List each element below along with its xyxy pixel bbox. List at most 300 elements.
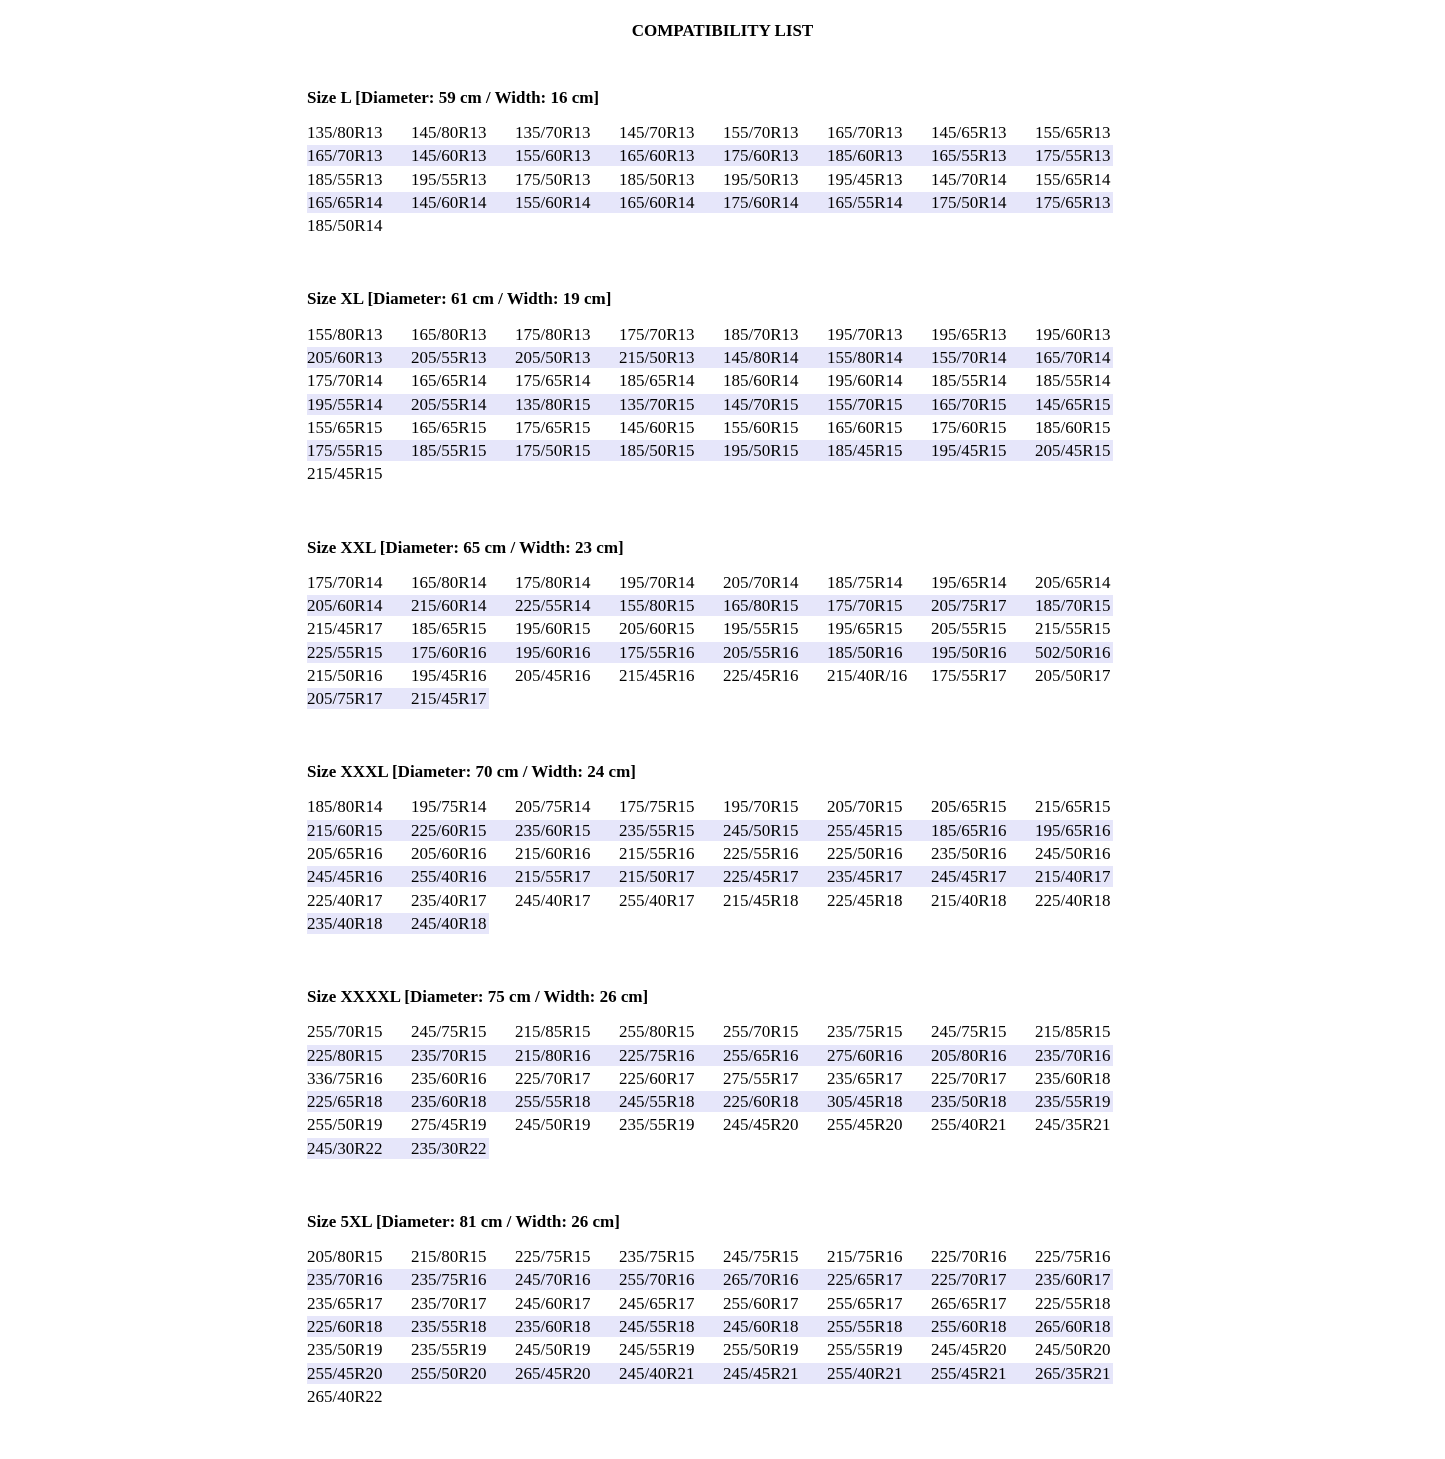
tire-size-item: 245/65R17: [619, 1293, 695, 1313]
size-section: [307, 1211, 1127, 1408]
tire-size-item: 265/65R17: [931, 1293, 1007, 1313]
tire-size-item: 245/40R18: [411, 913, 489, 934]
tire-row: [307, 191, 1127, 214]
tire-row: [307, 1043, 1127, 1066]
tire-row: [307, 819, 1127, 842]
tire-row: [307, 462, 1127, 485]
tire-size-item: 225/45R18: [827, 890, 903, 910]
tire-size-item: 245/35R21: [1035, 1115, 1111, 1135]
tire-size-item: 185/55R15: [411, 440, 515, 461]
tire-size-item: 336/75R16: [307, 1068, 383, 1088]
tire-size-item: 245/55R19: [619, 1340, 695, 1360]
tire-size-item: 165/70R13: [307, 145, 411, 166]
section-heading: Size L [Diameter: 59 cm / Width: 16 cm]: [307, 88, 600, 107]
tire-size-item: 175/55R13: [1035, 145, 1113, 166]
tire-size-item: 205/70R14: [723, 572, 799, 592]
tire-size-item: 235/60R18: [411, 1091, 515, 1112]
tire-size-item: 235/75R15: [619, 1247, 695, 1267]
tire-size-item: 255/55R19: [827, 1340, 903, 1360]
tire-size-item: 155/60R13: [515, 145, 619, 166]
tire-row: [307, 121, 1127, 144]
tire-size-item: 195/60R14: [827, 371, 903, 391]
size-section: [307, 986, 1127, 1160]
tire-size-item: 155/70R14: [931, 347, 1035, 368]
tire-size-item: 215/80R15: [411, 1247, 487, 1267]
tire-size-item: 215/40R17: [1035, 866, 1113, 887]
tire-size-item: 175/55R16: [619, 642, 723, 663]
tire-row: [307, 889, 1127, 912]
tire-size-item: 245/50R19: [515, 1115, 591, 1135]
tire-size-item: 245/40R17: [515, 890, 591, 910]
tire-size-item: 165/60R13: [619, 145, 723, 166]
tire-size-grid: [307, 1020, 1127, 1160]
tire-size-item: 205/60R15: [619, 619, 695, 639]
tire-size-item: 225/60R18: [307, 1316, 411, 1337]
tire-size-item: 195/60R15: [515, 619, 591, 639]
tire-size-item: 135/70R13: [515, 123, 591, 143]
tire-size-item: 205/45R16: [515, 665, 591, 685]
tire-size-item: 225/55R15: [307, 642, 411, 663]
section-heading: Size XXXL [Diameter: 70 cm / Width: 24 cm]: [307, 762, 636, 782]
tire-size-item: 205/75R14: [515, 797, 591, 817]
tire-size-item: 275/45R19: [411, 1115, 487, 1135]
tire-size-item: 145/60R15: [619, 417, 695, 437]
tire-size-item: 165/60R15: [827, 417, 903, 437]
tire-row: [307, 1020, 1127, 1043]
tire-size-item: 145/70R15: [723, 394, 827, 415]
tire-size-item: 225/60R17: [619, 1068, 695, 1088]
tire-size-item: 235/55R19: [411, 1340, 487, 1360]
tire-size-item: 245/75R15: [411, 1022, 487, 1042]
tire-size-item: 245/55R18: [619, 1316, 723, 1337]
tire-size-item: 155/80R14: [827, 347, 931, 368]
tire-size-item: 155/65R13: [1035, 123, 1111, 143]
tire-size-item: 205/75R17: [931, 595, 1035, 616]
tire-size-item: 235/60R16: [411, 1068, 487, 1088]
tire-size-item: 235/45R17: [827, 866, 931, 887]
tire-size-item: 245/50R16: [1035, 844, 1111, 864]
tire-size-item: 195/55R15: [723, 619, 799, 639]
tire-size-item: 145/80R13: [411, 123, 487, 143]
tire-size-item: 215/45R16: [619, 665, 695, 685]
size-section: [307, 761, 1127, 935]
tire-size-item: 225/50R16: [827, 844, 903, 864]
tire-size-item: 145/65R13: [931, 123, 1007, 143]
tire-size-item: 215/45R17: [307, 619, 383, 639]
tire-size-item: 235/60R17: [1035, 1269, 1113, 1290]
tire-size-item: 215/40R/16: [827, 665, 908, 685]
tire-size-item: 185/55R14: [931, 371, 1007, 391]
tire-size-item: 205/80R16: [931, 1045, 1035, 1066]
tire-size-item: 225/70R17: [931, 1269, 1035, 1290]
tire-size-item: 145/60R14: [411, 192, 515, 213]
tire-size-item: 205/55R14: [411, 394, 515, 415]
tire-row: [307, 1315, 1127, 1338]
tire-size-item: 195/60R13: [1035, 324, 1111, 344]
tire-row: [307, 687, 1127, 710]
tire-size-item: 235/65R17: [307, 1293, 383, 1313]
tire-size-item: 502/50R16: [1035, 642, 1113, 663]
tire-row: [307, 1292, 1127, 1315]
tire-row: [307, 168, 1127, 191]
tire-size-item: 255/40R16: [411, 866, 515, 887]
tire-size-item: 175/65R14: [515, 371, 591, 391]
tire-size-item: 205/60R16: [411, 844, 487, 864]
tire-size-item: 255/60R17: [723, 1293, 799, 1313]
tire-size-item: 175/70R15: [827, 595, 931, 616]
tire-size-item: 265/35R21: [1035, 1363, 1113, 1384]
tire-row: [307, 392, 1127, 415]
tire-size-item: 255/65R16: [723, 1045, 827, 1066]
tire-size-item: 235/70R16: [1035, 1045, 1113, 1066]
tire-size-item: 195/70R13: [827, 324, 903, 344]
tire-size-item: 175/60R14: [723, 192, 827, 213]
tire-size-item: 205/60R13: [307, 347, 411, 368]
tire-size-item: 205/80R15: [307, 1247, 383, 1267]
tire-size-item: 255/70R15: [307, 1022, 383, 1042]
tire-row: [307, 214, 1127, 237]
tire-size-item: 145/70R13: [619, 123, 695, 143]
tire-size-item: 195/65R15: [827, 619, 903, 639]
tire-size-item: 225/60R15: [411, 820, 515, 841]
tire-size-item: 165/80R14: [411, 572, 487, 592]
tire-size-item: 245/55R18: [619, 1091, 723, 1112]
tire-size-item: 255/50R20: [411, 1363, 515, 1384]
size-section: [307, 87, 1127, 237]
tire-size-item: 205/55R16: [723, 642, 827, 663]
tire-size-item: 175/70R14: [307, 371, 383, 391]
tire-size-item: 225/70R17: [515, 1068, 591, 1088]
tire-size-item: 205/55R15: [931, 619, 1007, 639]
tire-size-item: 225/75R16: [619, 1045, 723, 1066]
tire-size-item: 235/70R15: [411, 1045, 515, 1066]
tire-size-item: 205/50R13: [515, 347, 619, 368]
tire-size-item: 215/55R17: [515, 866, 619, 887]
tire-row: [307, 1067, 1127, 1090]
tire-size-item: 245/75R15: [931, 1022, 1007, 1042]
tire-size-item: 185/60R13: [827, 145, 931, 166]
tire-size-item: 255/55R18: [515, 1091, 619, 1112]
tire-size-item: 255/45R15: [827, 820, 931, 841]
tire-size-item: 185/80R14: [307, 797, 383, 817]
tire-row: [307, 640, 1127, 663]
tire-size-item: 195/45R16: [411, 665, 487, 685]
tire-size-item: 165/60R14: [619, 192, 723, 213]
tire-size-item: 185/45R15: [827, 440, 931, 461]
tire-row: [307, 571, 1127, 594]
tire-size-item: 165/65R15: [411, 417, 487, 437]
tire-size-item: 235/55R19: [1035, 1091, 1113, 1112]
tire-size-item: 145/70R14: [931, 169, 1007, 189]
tire-size-item: 245/50R19: [515, 1340, 591, 1360]
tire-size-item: 255/70R15: [723, 1022, 799, 1042]
tire-size-item: 225/80R15: [307, 1045, 411, 1066]
tire-size-item: 265/70R16: [723, 1269, 827, 1290]
tire-size-item: 175/65R13: [1035, 192, 1113, 213]
tire-size-item: 215/60R16: [515, 844, 591, 864]
tire-size-item: 215/55R16: [619, 844, 695, 864]
tire-size-item: 255/55R18: [827, 1316, 931, 1337]
tire-size-item: 155/80R13: [307, 324, 383, 344]
tire-size-item: 225/70R17: [931, 1068, 1007, 1088]
tire-size-item: 195/55R14: [307, 394, 411, 415]
tire-size-item: 225/75R16: [1035, 1247, 1111, 1267]
tire-size-item: 165/70R13: [827, 123, 903, 143]
size-section: [307, 288, 1127, 485]
tire-size-item: 185/65R16: [931, 820, 1035, 841]
tire-size-item: 195/65R14: [931, 572, 1007, 592]
tire-size-item: 185/70R15: [1035, 595, 1113, 616]
tire-size-item: 185/55R14: [1035, 371, 1111, 391]
tire-size-item: 155/60R14: [515, 192, 619, 213]
tire-size-item: 155/60R15: [723, 417, 799, 437]
tire-size-item: 255/40R21: [931, 1115, 1007, 1135]
tire-size-item: 225/45R16: [723, 665, 799, 685]
size-section: [307, 537, 1127, 711]
tire-size-item: 155/70R13: [723, 123, 799, 143]
tire-size-item: 175/55R15: [307, 440, 411, 461]
tire-row: [307, 416, 1127, 439]
tire-row: [307, 1113, 1127, 1136]
tire-size-item: 215/45R18: [723, 890, 799, 910]
tire-size-item: 235/55R18: [411, 1316, 515, 1337]
tire-size-item: 185/50R13: [619, 169, 695, 189]
tire-size-item: 255/60R18: [931, 1316, 1035, 1337]
tire-size-item: 215/75R16: [827, 1247, 903, 1267]
tire-size-grid: [307, 1245, 1127, 1408]
tire-size-item: 165/65R14: [307, 192, 411, 213]
tire-size-item: 245/45R20: [723, 1115, 799, 1135]
tire-size-item: 195/70R14: [619, 572, 695, 592]
tire-size-item: 175/60R15: [931, 417, 1007, 437]
section-heading: Size 5XL [Diameter: 81 cm / Width: 26 cm]: [307, 1211, 620, 1231]
tire-size-item: 225/60R18: [723, 1091, 827, 1112]
tire-size-item: 245/45R21: [723, 1363, 827, 1384]
tire-size-item: 255/70R16: [619, 1269, 723, 1290]
tire-size-item: 165/70R15: [931, 394, 1035, 415]
tire-row: [307, 346, 1127, 369]
tire-size-item: 215/65R15: [1035, 797, 1111, 817]
tire-row: [307, 369, 1127, 392]
tire-size-item: 225/75R15: [515, 1247, 591, 1267]
tire-size-item: 195/45R15: [931, 440, 1035, 461]
tire-size-item: 215/85R15: [1035, 1022, 1111, 1042]
tire-size-item: 215/45R15: [307, 464, 383, 484]
tire-size-item: 225/45R17: [723, 866, 827, 887]
tire-size-item: 145/60R13: [411, 145, 515, 166]
tire-size-item: 185/75R14: [827, 572, 903, 592]
tire-size-item: 245/30R22: [307, 1138, 411, 1159]
tire-size-item: 225/55R18: [1035, 1293, 1111, 1313]
tire-size-item: 235/50R16: [931, 844, 1007, 864]
tire-size-item: 155/70R15: [827, 394, 931, 415]
tire-size-item: 195/60R16: [515, 642, 619, 663]
tire-size-item: 245/50R15: [723, 820, 827, 841]
tire-size-item: 175/60R16: [411, 642, 515, 663]
tire-size-item: 245/45R16: [307, 866, 411, 887]
tire-row: [307, 1090, 1127, 1113]
tire-size-item: 185/55R13: [307, 169, 383, 189]
tire-size-item: 255/45R21: [931, 1363, 1035, 1384]
tire-size-item: 255/65R17: [827, 1293, 903, 1313]
tire-size-item: 205/60R14: [307, 595, 411, 616]
tire-size-item: 185/65R14: [619, 371, 695, 391]
tire-size-item: 235/40R17: [411, 890, 487, 910]
tire-size-item: 235/60R18: [515, 1316, 619, 1337]
tire-row: [307, 439, 1127, 462]
tire-size-item: 235/55R19: [619, 1115, 695, 1135]
tire-size-item: 175/55R17: [931, 665, 1007, 685]
tire-row: [307, 1137, 1127, 1160]
tire-size-item: 185/50R16: [827, 642, 931, 663]
tire-row: [307, 1245, 1127, 1268]
tire-size-item: 165/80R13: [411, 324, 487, 344]
tire-size-item: 255/45R20: [827, 1115, 903, 1135]
tire-row: [307, 617, 1127, 640]
tire-size-item: 235/75R16: [411, 1269, 515, 1290]
tire-size-item: 195/50R13: [723, 169, 799, 189]
tire-size-item: 215/60R14: [411, 595, 515, 616]
tire-size-item: 245/75R15: [723, 1247, 799, 1267]
tire-size-item: 175/60R13: [723, 145, 827, 166]
tire-row: [307, 1385, 1127, 1408]
tire-size-item: 165/55R13: [931, 145, 1035, 166]
tire-row: [307, 795, 1127, 818]
tire-row: [307, 594, 1127, 617]
tire-size-item: 155/80R15: [619, 595, 723, 616]
section-heading: Size XXXXL [Diameter: 75 cm / Width: 26 cm]: [307, 987, 649, 1007]
tire-row: [307, 1268, 1127, 1291]
tire-size-item: 225/55R16: [723, 844, 799, 864]
tire-size-item: 245/60R17: [515, 1293, 591, 1313]
tire-size-item: 245/40R21: [619, 1363, 723, 1384]
tire-size-item: 205/45R15: [1035, 440, 1113, 461]
tire-size-item: 195/75R14: [411, 797, 487, 817]
tire-size-item: 245/50R20: [1035, 1340, 1111, 1360]
tire-size-item: 255/40R17: [619, 890, 695, 910]
tire-size-item: 195/55R13: [411, 169, 487, 189]
tire-size-item: 195/50R16: [931, 642, 1035, 663]
tire-size-item: 235/60R18: [1035, 1068, 1111, 1088]
tire-size-item: 235/60R15: [515, 820, 619, 841]
tire-size-item: 275/60R16: [827, 1045, 931, 1066]
tire-size-item: 145/65R15: [1035, 394, 1113, 415]
tire-size-item: 255/50R19: [307, 1115, 383, 1135]
tire-size-item: 235/50R18: [931, 1091, 1035, 1112]
tire-size-item: 215/50R17: [619, 866, 723, 887]
tire-size-item: 175/80R13: [515, 324, 591, 344]
tire-size-item: 235/65R17: [827, 1068, 903, 1088]
tire-size-item: 275/55R17: [723, 1068, 799, 1088]
tire-size-item: 135/70R15: [619, 394, 723, 415]
tire-size-item: 165/55R14: [827, 192, 931, 213]
tire-size-item: 225/70R16: [931, 1247, 1007, 1267]
tire-size-grid: [307, 571, 1127, 711]
page-title: COMPATIBILITY LIST: [631, 21, 814, 40]
tire-row: [307, 144, 1127, 167]
tire-size-item: 255/40R21: [827, 1363, 931, 1384]
tire-size-item: 195/50R15: [723, 440, 827, 461]
tire-size-item: 175/80R14: [515, 572, 591, 592]
tire-size-item: 245/60R18: [723, 1316, 827, 1337]
tire-row: [307, 912, 1127, 935]
tire-size-item: 215/45R17: [411, 688, 489, 709]
tire-size-item: 165/65R14: [411, 371, 487, 391]
tire-size-item: 205/65R16: [307, 844, 383, 864]
section-heading: Size XXL [Diameter: 65 cm / Width: 23 cm]: [307, 537, 624, 557]
tire-size-item: 205/65R15: [931, 797, 1007, 817]
tire-size-item: 245/70R16: [515, 1269, 619, 1290]
tire-size-item: 175/70R13: [619, 324, 695, 344]
tire-size-item: 255/80R15: [619, 1022, 695, 1042]
tire-row: [307, 322, 1127, 345]
tire-size-item: 205/65R14: [1035, 572, 1111, 592]
tire-size-item: 155/65R15: [307, 417, 383, 437]
tire-size-item: 305/45R18: [827, 1091, 931, 1112]
tire-size-item: 225/65R17: [827, 1269, 931, 1290]
tire-size-item: 235/40R18: [307, 913, 411, 934]
tire-size-item: 145/80R14: [723, 347, 827, 368]
tire-size-item: 185/50R14: [307, 216, 383, 236]
tire-size-item: 235/75R15: [827, 1022, 903, 1042]
tire-size-item: 215/60R15: [307, 820, 411, 841]
tire-size-item: 135/80R15: [515, 394, 619, 415]
size-sections: [307, 87, 1127, 1459]
tire-row: [307, 1361, 1127, 1384]
tire-size-item: 155/65R14: [1035, 169, 1111, 189]
tire-size-item: 265/45R20: [515, 1363, 619, 1384]
tire-size-item: 255/45R20: [307, 1363, 411, 1384]
tire-size-item: 245/45R17: [931, 866, 1035, 887]
tire-row: [307, 865, 1127, 888]
tire-size-item: 215/85R15: [515, 1022, 591, 1042]
tire-size-item: 215/55R15: [1035, 619, 1111, 639]
tire-size-item: 195/65R16: [1035, 820, 1113, 841]
tire-size-item: 235/30R22: [411, 1138, 489, 1159]
tire-size-item: 265/60R18: [1035, 1316, 1113, 1337]
tire-size-item: 215/50R16: [307, 665, 383, 685]
tire-size-item: 215/40R18: [931, 890, 1007, 910]
tire-size-item: 245/45R20: [931, 1340, 1007, 1360]
tire-size-item: 195/45R13: [827, 169, 903, 189]
tire-size-item: 195/65R13: [931, 324, 1007, 344]
tire-size-item: 175/50R14: [931, 192, 1035, 213]
tire-size-grid: [307, 795, 1127, 935]
tire-size-item: 175/65R15: [515, 417, 591, 437]
section-heading: Size XL [Diameter: 61 cm / Width: 19 cm]: [307, 289, 612, 309]
tire-size-grid: [307, 322, 1127, 485]
tire-size-item: 175/50R15: [515, 440, 619, 461]
tire-size-item: 205/50R17: [1035, 665, 1111, 685]
tire-size-item: 165/70R14: [1035, 347, 1113, 368]
tire-row: [307, 664, 1127, 687]
tire-size-item: 235/70R16: [307, 1269, 411, 1290]
tire-size-grid: [307, 121, 1127, 237]
tire-size-item: 235/70R17: [411, 1293, 487, 1313]
tire-size-item: 215/50R13: [619, 347, 723, 368]
tire-size-item: 255/50R19: [723, 1340, 799, 1360]
tire-size-item: 185/65R15: [411, 619, 487, 639]
tire-size-item: 185/60R14: [723, 371, 799, 391]
tire-size-item: 175/50R13: [515, 169, 591, 189]
tire-size-item: 185/60R15: [1035, 417, 1111, 437]
tire-size-item: 175/70R14: [307, 572, 383, 592]
tire-size-item: 205/70R15: [827, 797, 903, 817]
tire-size-item: 135/80R13: [307, 123, 383, 143]
tire-size-item: 205/75R17: [307, 688, 411, 709]
tire-row: [307, 1338, 1127, 1361]
tire-size-item: 225/40R18: [1035, 890, 1111, 910]
